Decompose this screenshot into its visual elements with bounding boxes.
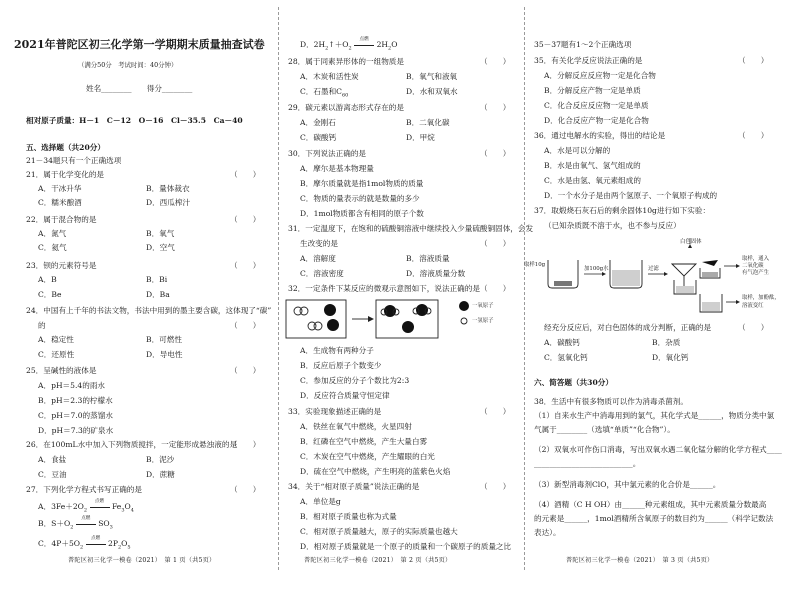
page-1-column — [0, 0, 278, 600]
label-test-phenol-2: 溶液变红 — [742, 303, 764, 309]
q33-answer-paren: （ ） — [480, 407, 511, 416]
q28-option-b: B．氧气和液氧 — [406, 72, 458, 81]
q26-stem: 26．在100mL水中加入下列物质搅拌，一定能形成悬浊液的是 — [26, 440, 238, 449]
q27-option-b: B．$S+O_2$ 点燃 $SO_3$ — [38, 516, 113, 531]
q21-option-d: D．西瓜榨汁 — [146, 198, 191, 207]
q29-option-b: B．二氧化碳 — [406, 118, 450, 127]
q36-option-b: B．水是由氧气、氢气组成的 — [544, 161, 641, 170]
q37-question: 经充分反应后，对白色固体的成分判断，正确的是 — [544, 323, 712, 332]
q37-option-d: D．氧化钙 — [652, 353, 689, 362]
q22-answer-paren: （ ） — [230, 215, 261, 224]
q32-option-b: B．反应后原子个数变少 — [300, 361, 382, 370]
q31-option-b: B．溶液质量 — [406, 254, 450, 263]
q36-option-c: C．水是由氢、氧元素组成的 — [544, 176, 641, 185]
section-5-intro: 21－34题只有一个正确选项 — [26, 156, 122, 165]
q21-stem: 21．属于化学变化的是 — [26, 170, 105, 179]
q22-option-d: D．空气 — [146, 243, 175, 252]
q33-option-d: D．硫在空气中燃烧，产生明亮的蓝紫色火焰 — [300, 467, 451, 476]
q38-part1-line2: 气属于________（选填“单质”“化合物”）。 — [534, 425, 675, 434]
q24-stem-cont: 的 — [38, 321, 46, 330]
q27-option-a: A．$3Fe+2O_2$ 点燃 $Fe_3O_4$ — [38, 499, 134, 514]
q34-stem: 34．关于“相对原子质量”说法正确的是 — [288, 482, 420, 491]
q37-option-c: C．氢氧化钙 — [544, 353, 588, 362]
legend-oxygen-label: 一氧原子 — [472, 303, 494, 309]
q38-part4-line2: 的元素是______，1mol酒精所含氧原子的数目约为______（科学记数法 — [534, 514, 774, 523]
q36-answer-paren: （ ） — [738, 131, 769, 140]
page-1-footer: 普陀区初三化学一模卷（2021） 第 1 页（共5页） — [68, 557, 216, 564]
page-3-column — [524, 0, 790, 600]
q23-option-d: D．Ba — [146, 290, 170, 299]
q21-option-b: B．量体裁衣 — [146, 184, 190, 193]
q26-answer-paren: （ ） — [230, 440, 261, 449]
q34-option-c: C．相对原子质量越大，原子的实际质量也越大 — [300, 527, 458, 536]
q27-option-d: D．$2H_2↑+O_2$ 点燃 $2H_2O$ — [300, 37, 398, 52]
q23-option-b: B．Bi — [146, 275, 168, 284]
q33-option-a: A．铁丝在氧气中燃烧，火星四射 — [300, 422, 412, 431]
q38-part4-line3: 表达）。 — [534, 528, 561, 537]
legend-hydrogen-dot — [461, 318, 467, 324]
q26-option-b: B．泥沙 — [146, 455, 175, 464]
q37-option-b: B．杂质 — [652, 338, 681, 347]
page-2-footer: 普陀区初三化学一模卷（2021） 第 2 页（共5页） — [304, 557, 452, 564]
q34-option-d: D．相对原子质量就是一个原子的质量和一个碳原子的质量之比 — [300, 542, 512, 551]
q25-option-d: D．pH＝7.3的矿泉水 — [38, 426, 114, 435]
q30-option-b: B．摩尔质量就是指1mol物质的质量 — [300, 179, 424, 188]
q30-option-c: C．物质的量表示的就是数量的多少 — [300, 194, 420, 203]
q28-answer-paren: （ ） — [480, 57, 511, 66]
section-5-heading: 五、选择题（共20分） — [26, 143, 105, 152]
q30-option-a: A．摩尔是基本物理量 — [300, 164, 374, 173]
exam-title: 2021年普陀区初三化学第一学期期末质量抽查试卷 — [14, 38, 265, 51]
q35-37-intro: 35－37题有1～2个正确选项 — [534, 40, 632, 49]
q25-option-b: B．pH＝2.3的柠檬水 — [38, 396, 113, 405]
name-score-line: 姓名________ 得分________ — [86, 84, 193, 93]
q24-option-a: A．稳定性 — [38, 335, 74, 344]
q31-stem-cont: 生改变的是 — [300, 239, 338, 248]
q22-stem: 22．属于混合物的是 — [26, 215, 97, 224]
q23-option-a: A．B — [38, 275, 57, 284]
q38-part2-line2: __________________________。 — [534, 459, 641, 468]
q36-option-a: A．水是可以分解的 — [544, 146, 611, 155]
label-test-co2-1: 取样，通入 — [742, 256, 769, 262]
q26-option-c: C．豆油 — [38, 470, 67, 479]
q26-option-d: D．蔗糖 — [146, 470, 175, 479]
q38-part1-line1: （1）自来水生产中消毒用到的氯气，其化学式是______，物质分类中氯 — [534, 411, 775, 420]
q30-option-d: D．1mol物质都含有相同的原子个数 — [300, 209, 424, 218]
q38-part3: （3）新型消毒剂ClO，其中氯元素的化合价是______。 — [534, 480, 721, 489]
q38-part4-line1: （4）酒精（C H OH）由______种元素组成，其中元素质量分数最高 — [534, 500, 767, 509]
q33-option-b: B．红磷在空气中燃烧，产生大量白雾 — [300, 437, 428, 446]
q36-stem: 36．通过电解水的实验，得出的结论是 — [534, 131, 666, 140]
q21-option-c: C．糯米酿酒 — [38, 198, 82, 207]
q31-option-a: A．溶解度 — [300, 254, 336, 263]
q34-answer-paren: （ ） — [480, 482, 511, 491]
label-test-phenol-1: 取样，加酚酞， — [742, 295, 780, 301]
label-test-co2-3: 有气泡产生 — [742, 270, 769, 276]
exam-subtitle: （满分50分 考试时间：40分钟） — [78, 61, 178, 69]
q31-answer-paren: （ ） — [480, 239, 511, 248]
q30-stem: 30．下列说法正确的是 — [288, 149, 367, 158]
q23-stem: 23．钡的元素符号是 — [26, 261, 97, 270]
q37-option-a: A．碳酸钙 — [544, 338, 580, 347]
q23-option-c: C．Be — [38, 290, 62, 299]
q31-stem: 31．一定温度下，在饱和的硫酸铜溶液中继续投入少量硫酸铜固体，会发 — [288, 224, 534, 233]
q22-option-b: B．氧气 — [146, 229, 175, 238]
q36-option-d: D．一个水分子是由两个氢原子、一个氧原子构成的 — [544, 191, 718, 200]
q37-stem: 37．取煅烧石灰石后的剩余固体10g进行如下实验： — [534, 206, 711, 215]
q28-option-a: A．木炭和活性炭 — [300, 72, 359, 81]
q33-stem: 33．实验现象描述正确的是 — [288, 407, 382, 416]
q29-option-c: C．碳酸钙 — [300, 133, 337, 142]
q32-option-d: D．反应符合质量守恒定律 — [300, 391, 390, 400]
q27-stem: 27．下列化学方程式书写正确的是 — [26, 485, 142, 494]
q37-answer-paren: （ ） — [738, 323, 769, 332]
q32-option-c: C．参加反应的分子个数比为2:3 — [300, 376, 410, 385]
q32-option-a: A．生成物有两种分子 — [300, 346, 374, 355]
atomic-mass-line: 相对原子质量：H－1 C－12 O－16 Cl－35.5 Ca－40 — [26, 116, 243, 125]
q22-option-c: C．氦气 — [38, 243, 67, 252]
white-solid-mass — [702, 260, 718, 266]
q34-option-a: A．单位是g — [300, 497, 341, 506]
page-2-column — [278, 0, 534, 600]
q33-option-c: C．木炭在空气中燃烧，产生耀眼的白光 — [300, 452, 435, 461]
q38-part2-line1: （2）双氧水可作伤口消毒，写出双氧水遇二氧化锰分解的化学方程式____ — [534, 445, 782, 454]
q27-option-c: C．$4P+5O_2$ 点燃 $2P_2O_5$ — [38, 536, 131, 551]
q29-stem: 29．碳元素以游离态形式存在的是 — [288, 103, 404, 112]
q28-stem: 28．属于同素异形体的一组物质是 — [288, 57, 404, 66]
q24-option-c: C．还原性 — [38, 350, 75, 359]
q37-note: （已知杂质既不溶于水，也不参与反应） — [544, 221, 681, 230]
q25-stem: 25．呈碱性的液体是 — [26, 366, 97, 375]
label-take-sample: 取样10g — [524, 262, 546, 268]
label-add-water: 加100g水 — [584, 266, 609, 272]
q27-answer-paren: （ ） — [230, 485, 261, 494]
q25-option-a: A．pH＝5.4的雨水 — [38, 381, 106, 390]
page-3-footer: 普陀区初三化学一模卷（2021） 第 3 页（共5页） — [566, 557, 714, 564]
q31-option-d: D．溶液质量分数 — [406, 269, 466, 278]
q35-answer-paren: （ ） — [738, 56, 769, 65]
q29-option-a: A．金刚石 — [300, 118, 336, 127]
q32-answer-paren: （ ） — [480, 284, 511, 293]
label-filter: 过滤 — [648, 266, 659, 272]
q31-option-c: C．溶液密度 — [300, 269, 344, 278]
legend-oxygen-dot — [459, 301, 469, 311]
q32-stem: 32．一定条件下某反应的微观示意图如下，说法正确的是 — [288, 284, 480, 293]
q29-option-d: D．甲烷 — [406, 133, 435, 142]
q24-stem: 24．中国有上千年的书法文物，书法中用到的墨主要含碳，这体现了“碳” — [26, 306, 272, 315]
q25-option-c: C．pH＝7.0的蒸馏水 — [38, 411, 113, 420]
q35-option-b: B．分解反应产物一定是单质 — [544, 86, 641, 95]
filter-funnel — [672, 264, 696, 276]
q21-answer-paren: （ ） — [230, 170, 261, 179]
q24-option-d: D．导电性 — [146, 350, 183, 359]
label-test-co2-2: 二氧化碳 — [742, 263, 764, 269]
q35-option-c: C．化合反应反应物一定是单质 — [544, 101, 649, 110]
q28-option-c: C．石墨和$C_{60}$ — [300, 87, 349, 99]
q26-option-a: A．食盐 — [38, 455, 67, 464]
legend-hydrogen-label: 一氢原子 — [472, 318, 494, 324]
q29-answer-paren: （ ） — [480, 103, 511, 112]
q38-stem: 38．生活中有很多物质可以作为消毒杀菌剂。 — [534, 397, 688, 406]
q24-answer-paren: （ ） — [230, 321, 261, 330]
q35-option-a: A．分解反应反应物一定是化合物 — [544, 71, 656, 80]
q28-option-d: D．水和双氧水 — [406, 87, 458, 96]
section-6-heading: 六、简答题（共30分） — [534, 378, 613, 387]
q24-option-b: B．可燃性 — [146, 335, 182, 344]
q30-answer-paren: （ ） — [480, 149, 511, 158]
label-white-solid: 白色固体 — [680, 239, 702, 245]
q21-option-a: A．干冰升华 — [38, 184, 82, 193]
q22-option-a: A．氮气 — [38, 229, 67, 238]
q35-stem: 35．有关化学反应说法正确的是 — [534, 56, 643, 65]
q34-option-b: B．相对原子质量也称为式量 — [300, 512, 397, 521]
reactant-box — [286, 300, 346, 338]
q23-answer-paren: （ ） — [230, 261, 261, 270]
q35-option-d: D．化合反应产物一定是化合物 — [544, 116, 649, 125]
q25-answer-paren: （ ） — [230, 366, 261, 375]
oxygen-molecule — [324, 304, 336, 316]
